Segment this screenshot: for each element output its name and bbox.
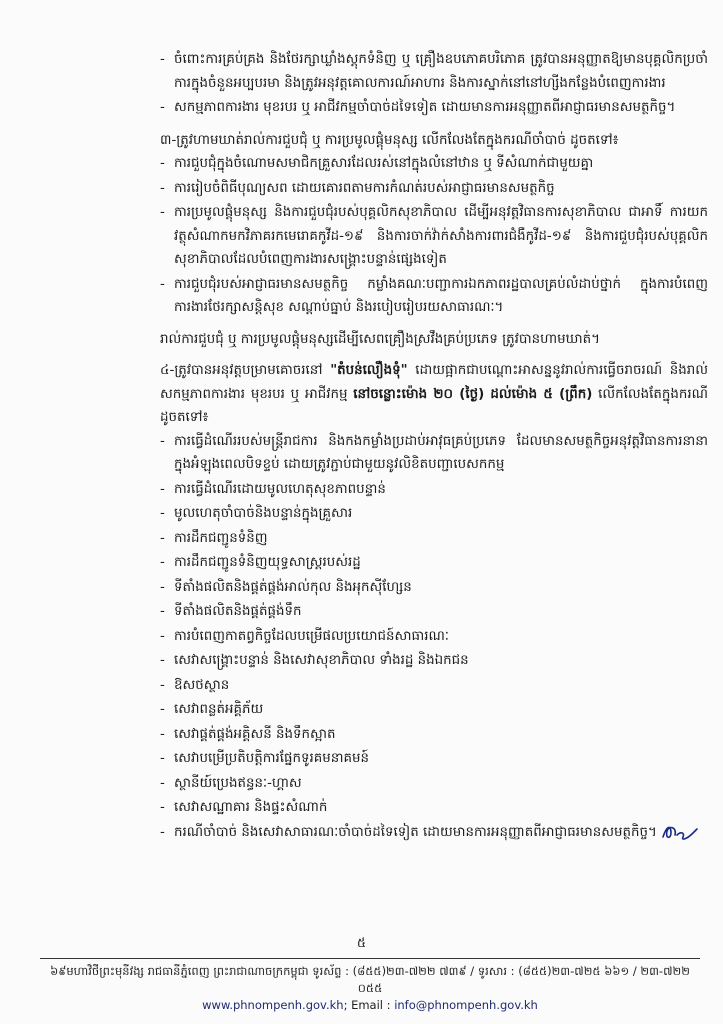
list-item-text: ទីតាំងផលិតនិងផ្គត់ផ្គង់អាល់កុល និងអុកស៊ីហ្សែន	[174, 579, 412, 595]
list-item-text: សេវាពន្លត់អគ្គិភ័យ	[174, 702, 264, 717]
spacer	[160, 121, 708, 129]
list-item-text: សេវាផ្គត់ផ្គង់អគ្គិសនី និងទឹកស្អាត	[174, 726, 336, 742]
list-item	[160, 747, 708, 771]
list-item	[160, 152, 708, 176]
list-item	[160, 201, 708, 272]
section-3-closing: រាល់ការជួបជុំ ឬ ការប្រមូលផ្តុំមនុស្សដើម្បីសេពគ្រឿងស្រវឹងគ្រប់ប្រភេទ ត្រូវបានហាមឃាត់។	[160, 331, 600, 347]
list-item-text: ការដឹកជញ្ជូនទំនិញ	[174, 530, 268, 546]
email-link[interactable]: info@phnompenh.gov.kh	[394, 998, 538, 1012]
list-item-text: ការធ្វើដំណើររបស់មន្ត្រីរាជការ និងកងកម្លាំងប្រដាប់អាវុធគ្រប់ប្រភេទ ដែលមានសមត្ថកិច្ចអនុវត្តវិធានការនានា ក្នុងអំឡុងពេលបិទខ្ទប់ ដោយត្រូវភ្ជាប់ជាមួយនូវលិខិតបញ្ជាបេសកកម្ម	[174, 433, 708, 472]
list-item	[160, 478, 708, 502]
list-item	[160, 576, 708, 600]
section-4-suffix: លើកលែងតែក្នុងករណី ដូចតទៅ៖	[160, 386, 708, 425]
footer-contact	[40, 997, 700, 1014]
document-body	[160, 48, 708, 845]
section-4-heading	[160, 359, 708, 430]
spacer	[160, 351, 708, 359]
list-item-text: ការធ្វើដំណើរដោយមូលហេតុសុខភាពបន្ទាន់	[174, 481, 386, 497]
website-link[interactable]: www.phnompenh.gov.kh	[202, 998, 344, 1012]
list-item-text: សេវាបម្រើប្រតិបត្តិការផ្នែកទូរគមនាគមន៍	[174, 751, 369, 766]
list-item	[160, 48, 708, 95]
footer-address: ៦៩មហាវិថីព្រះមុនីវង្ស រាជធានីភ្នំពេញ ព្រះរាជាណាចក្រកម្ពុជា ទូរស័ព្ទ : (៨៥៥)២៣-៧២២ ៧៣៩ / ទូរសារ : (៨៥៥)២៣-៧២៥ ៦៦១ / ២៣-៧២២ ០៥៥	[50, 964, 690, 995]
yellow-zone-label: "តំបន់លឿងទុំ"	[330, 363, 408, 378]
list-item	[160, 723, 708, 747]
email-label: ; Email :	[343, 998, 395, 1012]
list-item	[160, 551, 708, 575]
list-item	[160, 96, 708, 120]
list-item-text: ការប្រមូលផ្តុំមនុស្ស និងការជួបជុំរបស់បុគ្គលិកសុខាភិបាល ដើម្បីអនុវត្តវិធានការសុខាភិបាល ជាអាទិ៍ ការយកវត្ថុសំណាកមកវិភាគរកមេរោគកូវីដ-១៩ និងការចាក់វ៉ាក់សាំងការពារជំងឺកូវីដ-១៩ និងការជួបជុំរបស់បុគ្គលិកសុខាភិបាលដែលបំពេញការងារសង្គ្រោះបន្ទាន់ផ្សេងទៀត	[174, 205, 708, 267]
list-item-text: សេវាសង្គ្រោះបន្ទាន់ និងសេវាសុខាភិបាល ទាំងរដ្ឋ និងឯកជន	[174, 653, 469, 668]
page-number: ៥	[356, 936, 367, 951]
footer	[40, 958, 700, 1014]
list-item-text: សកម្មភាពការងារ មុខរបរ ឬ អាជីវកម្មចាំបាច់ដទៃទៀត ដោយមានការអនុញ្ញាតពីអាជ្ញាធរមានសមត្ថកិច្ច។	[174, 100, 676, 115]
section-4-prefix: ៤-ត្រូវបានអនុវត្តបម្រាមគោចរនៅ	[160, 363, 331, 378]
curfew-time: នៅចន្លោះម៉ោង ២០ (ថ្ងៃ) ដល់ម៉ោង ៥ (ព្រឹក)	[353, 386, 593, 402]
list-item	[160, 796, 708, 820]
list-item-text: មូលហេតុចាំបាច់និងបន្ទាន់ក្នុងគ្រួសារ	[174, 506, 353, 521]
list-item-text: ការជួបជុំក្នុងចំណោមសមាជិកគ្រួសារដែលរស់នៅក្នុងលំនៅឋាន ឬ ទីសំណាក់ជាមួយគ្នា	[174, 156, 594, 171]
list-item	[160, 177, 708, 201]
section-4-middle: ដោយផ្អាកជាបណ្តោះអាសន្ននូវរាល់ការធ្វើចរាចរណ៍ និងរាល់សកម្មភាពការងារ មុខរបរ ឬ អាជីវកម្ម	[160, 363, 708, 402]
section-3-heading: ៣-ត្រូវហាមឃាត់រាល់ការជួបជុំ ឬ ការប្រមូលផ្តុំមនុស្ស លើកលែងតែក្នុងករណីចាំបាច់ ដូចតទៅ៖	[160, 132, 619, 148]
list-item-text: ការដឹកជញ្ជូនទំនិញយុទ្ធសាស្ត្ររបស់រដ្ឋ	[174, 555, 361, 570]
list-item	[160, 527, 708, 551]
list-item	[160, 273, 708, 320]
list-item-text: ស្ថានីយ៍ប្រេងឥន្ធនៈ-ហ្គាស	[174, 775, 302, 791]
list-item	[160, 772, 708, 796]
list-item-text: ទីតាំងផលិតនិងផ្គត់ផ្គង់ទឹក	[174, 604, 302, 619]
list-item	[160, 821, 708, 845]
list-item	[160, 625, 708, 649]
list-item-text: ករណីចាំបាច់ និងសេវាសាធារណៈចាំបាច់ដទៃទៀត ដោយមានការអនុញ្ញាតពីអាជ្ញាធរមានសមត្ថកិច្ច។	[174, 824, 657, 840]
list-item	[160, 674, 708, 698]
list-item	[160, 649, 708, 673]
list-item-text: ការជួបជុំរបស់អាជ្ញាធរមានសមត្ថកិច្ច កម្លាំងគណៈបញ្ជាការឯកភាពរដ្ឋបាលគ្រប់លំដាប់ថ្នាក់ ក្នុងការបំពេញការងារថែរក្សាសន្តិសុខ សណ្តាប់ធ្នាប់ និងរបៀបរៀបរយសាធារណៈ។	[174, 276, 708, 315]
list-item-text: ការបំពេញកាតព្វកិច្ចដែលបម្រើផលប្រយោជន៍សាធារណៈ	[174, 628, 449, 644]
list-item-text: សេវាសណ្ឋាគារ និងផ្ទះសំណាក់	[174, 800, 328, 815]
list-item	[160, 502, 708, 526]
list-item	[160, 698, 708, 722]
list-item-text: ឱសថស្ថាន	[174, 677, 230, 693]
list-item	[160, 430, 708, 477]
initial-signature	[659, 821, 699, 843]
list-item-text: ចំពោះការគ្រប់គ្រង និងថែរក្សាឃ្លាំងស្តុកទំនិញ ឬ គ្រឿងឧបភោគបរិភោគ ត្រូវបានអនុញ្ញាតឱ្យមានបុគ្គលិកប្រចាំការក្នុងចំនួនអប្បបរមា និងត្រូវអនុវត្តគោលការណ៍អាហារ និងការស្នាក់នៅនៅហ្សីងកន្លែងបំពេញការងារ	[174, 52, 708, 91]
list-item-text: ការរៀបចំពិធីបុណ្យសព ដោយគោរពតាមការកំណត់របស់អាជ្ញាធរមានសមត្ថកិច្ច	[174, 180, 555, 196]
list-item	[160, 600, 708, 624]
